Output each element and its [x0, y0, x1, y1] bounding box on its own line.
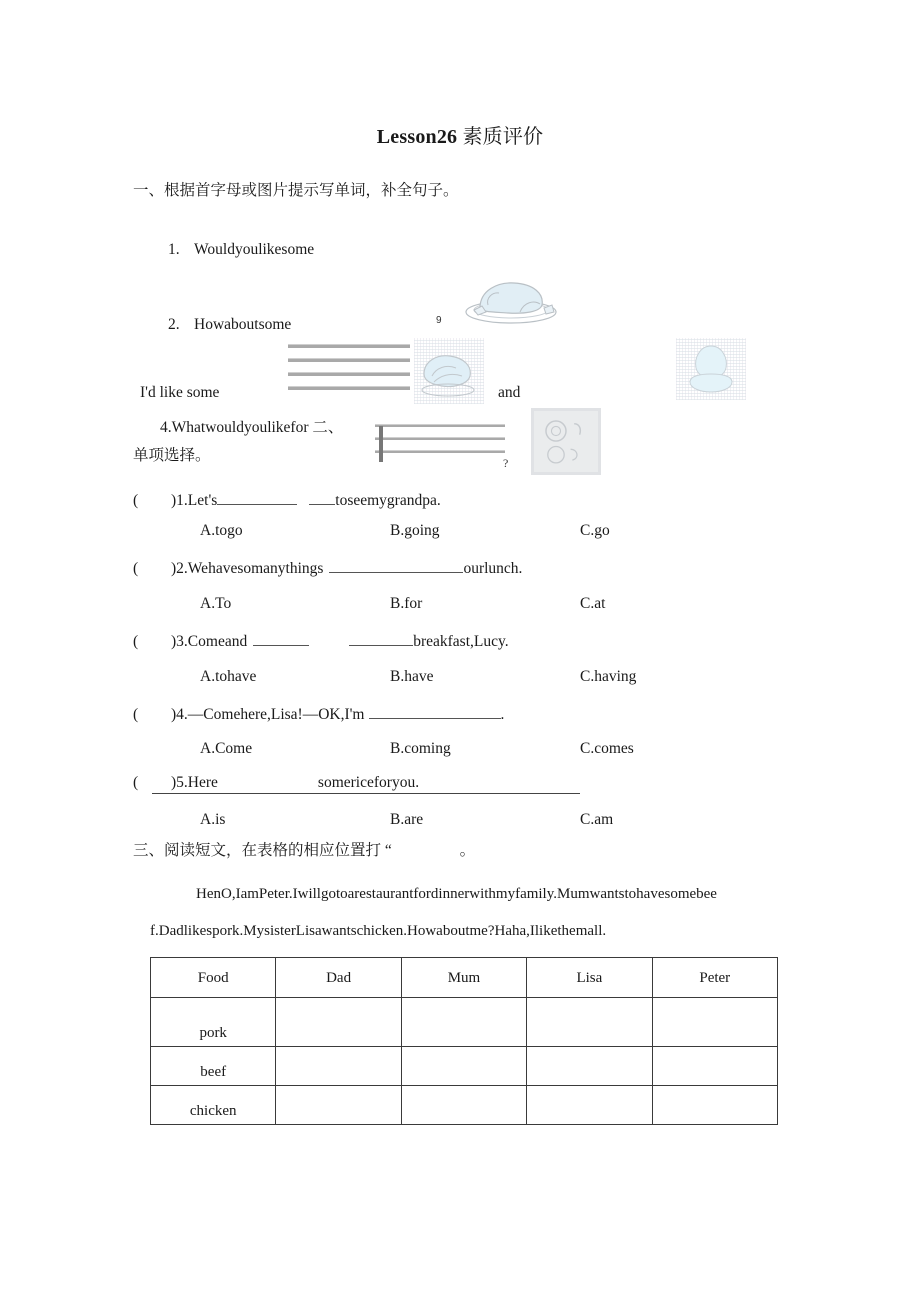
section-three-heading-tail: 。	[459, 842, 476, 859]
mc-q4-close-paren: )	[171, 706, 177, 723]
writing-line	[375, 450, 505, 453]
fill-item-4-number: 4.	[160, 419, 172, 436]
page-title-en: Lesson26	[376, 126, 458, 148]
mc-q5-option-c[interactable]: C.am	[580, 811, 614, 828]
writing-line	[375, 437, 505, 440]
mc-q4-stem-before: —Comehere,Lisa!—OK,I'm	[187, 706, 365, 723]
mc-options-5	[0, 811, 920, 831]
table-cell-pork-peter[interactable]	[652, 998, 777, 1047]
writing-line	[375, 424, 505, 427]
table-cell-food-beef: beef	[151, 1047, 276, 1086]
writing-line-vertical-stroke	[379, 426, 383, 462]
writing-lines-group-b	[375, 424, 505, 463]
mc-options-2	[0, 595, 920, 615]
fill-item-3-tail-text: and	[498, 384, 521, 401]
table-header-mum: Mum	[401, 958, 526, 998]
mc-q4-open-paren: (	[133, 706, 139, 723]
writing-line	[288, 344, 410, 348]
mc-q3-option-b[interactable]: B.have	[390, 668, 434, 685]
table-row	[151, 1047, 778, 1086]
mc-q5-option-b[interactable]: B.are	[390, 811, 424, 828]
table-cell-chicken-dad[interactable]	[276, 1086, 401, 1125]
writing-lines-group-a	[288, 344, 410, 400]
food-preference-table	[150, 957, 778, 1125]
table-cell-chicken-mum[interactable]	[401, 1086, 526, 1125]
fill-item-3-tail	[498, 384, 520, 402]
page-title	[0, 120, 920, 149]
mc-q2-number: 2.	[176, 560, 188, 577]
framed-food-image	[531, 408, 601, 475]
mc-q2-open-paren: (	[133, 560, 139, 577]
mc-question-5	[133, 774, 419, 792]
mc-q1-blank-2[interactable]	[309, 490, 335, 505]
mc-q4-option-c[interactable]: C.comes	[580, 740, 634, 757]
mc-q1-close-paren: )	[171, 492, 177, 509]
mc-q5-option-a[interactable]: A.is	[200, 811, 226, 828]
section-three-heading	[133, 838, 475, 860]
writing-line	[288, 386, 410, 390]
mc-question-4	[133, 704, 504, 724]
section-two-heading	[133, 443, 211, 465]
mc-q1-stem-before: Let's	[187, 492, 218, 509]
fill-item-2	[168, 316, 291, 334]
mc-q2-option-b[interactable]: B.for	[390, 595, 423, 612]
mc-q4-number: 4.	[176, 706, 188, 723]
table-header-food: Food	[151, 958, 276, 998]
writing-line	[288, 372, 410, 376]
mc-question-2	[133, 558, 522, 578]
mc-q1-number: 1.	[176, 492, 188, 509]
table-cell-chicken-lisa[interactable]	[527, 1086, 652, 1125]
mc-q1-blank[interactable]	[217, 490, 297, 505]
table-header-lisa: Lisa	[527, 958, 652, 998]
mc-q5-long-underline[interactable]	[152, 793, 580, 794]
mc-q3-blank[interactable]	[253, 631, 309, 646]
table-cell-beef-peter[interactable]	[652, 1047, 777, 1086]
mc-q5-stem-before: Here	[187, 774, 218, 791]
mc-q1-stem-after: toseemygrandpa.	[335, 492, 441, 509]
mc-q2-stem-after: ourlunch.	[463, 560, 523, 577]
mc-q1-option-c[interactable]: C.go	[580, 522, 610, 539]
fill-item-1-text: Wouldyoulikesome	[194, 241, 315, 258]
mc-q3-option-c[interactable]: C.having	[580, 668, 637, 685]
mc-q2-option-c[interactable]: C.at	[580, 595, 606, 612]
mc-question-1	[133, 490, 441, 510]
mc-q5-stem-after: somericeforyou.	[317, 774, 420, 791]
fill-item-1	[168, 241, 314, 259]
table-cell-beef-dad[interactable]	[276, 1047, 401, 1086]
mc-q5-open-paren: (	[133, 774, 139, 791]
mc-q1-open-paren: (	[133, 492, 139, 509]
page-title-cn: 素质评价	[462, 126, 544, 148]
mc-q3-stem-after: breakfast,Lucy.	[413, 633, 509, 650]
mc-q4-option-b[interactable]: B.coming	[390, 740, 451, 757]
fill-item-3-text: I'd like some	[140, 384, 220, 401]
table-row	[151, 1086, 778, 1125]
passage-line-2: f.Dadlikespork.MysisterLisawantschicken.Howaboutme?Haha,Ilikethemall.	[150, 923, 607, 939]
rice-bowl-image	[676, 338, 746, 400]
roast-chicken-image	[458, 272, 564, 325]
mc-options-4	[0, 740, 920, 760]
meat-dish-image	[414, 338, 484, 404]
mc-q2-stem-before: Wehavesomanythings	[187, 560, 324, 577]
table-cell-pork-mum[interactable]	[401, 998, 526, 1047]
mc-q4-stem-after: .	[500, 706, 505, 723]
table-header-row	[151, 958, 778, 998]
mc-options-1	[0, 522, 920, 542]
fill-item-4	[160, 415, 343, 437]
question-mark-glyph: ?	[503, 456, 509, 470]
mc-options-3	[0, 668, 920, 688]
table-cell-pork-lisa[interactable]	[527, 998, 652, 1047]
writing-line	[288, 358, 410, 362]
mc-q4-blank[interactable]	[369, 704, 501, 719]
table-row	[151, 998, 778, 1047]
mc-q5-number: 5.	[176, 774, 188, 791]
mc-q2-close-paren: )	[171, 560, 177, 577]
mc-q3-close-paren: )	[171, 633, 177, 650]
mc-q2-blank[interactable]	[329, 558, 463, 573]
mc-q3-blank-2[interactable]	[349, 631, 413, 646]
fill-item-1-number: 1.	[168, 241, 180, 258]
mc-question-3	[133, 631, 509, 651]
mc-q3-option-a[interactable]: A.tohave	[200, 668, 257, 685]
mc-q1-option-b[interactable]: B.going	[390, 522, 440, 539]
fill-item-3	[140, 384, 219, 402]
section-three-heading-text: 三、阅读短文，在表格的相应位置打 “	[133, 842, 392, 859]
fill-item-2-text: Howaboutsome	[194, 316, 292, 333]
passage-line-1: HenO,IamPeter.Iwillgotoarestaurantfordinnerwithmyfamily.Mumwantstohavesomebee	[196, 886, 717, 902]
mc-q1-option-a[interactable]: A.togo	[200, 522, 243, 539]
table-header-peter: Peter	[652, 958, 777, 998]
mc-q3-number: 3.	[176, 633, 188, 650]
table-cell-pork-dad[interactable]	[276, 998, 401, 1047]
mc-q5-close-paren: )	[171, 774, 177, 791]
table-cell-food-chicken: chicken	[151, 1086, 276, 1125]
fill-item-4-text: Whatwouldyoulikefor 二、	[171, 419, 344, 436]
table-header-dad: Dad	[276, 958, 401, 998]
table-cell-chicken-peter[interactable]	[652, 1086, 777, 1125]
fill-item-2-number: 2.	[168, 316, 180, 333]
section-one-heading: 一、根据首字母或图片提示写单词，补全句子。	[133, 182, 459, 199]
mc-q2-option-a[interactable]: A.To	[200, 595, 232, 612]
mc-q3-open-paren: (	[133, 633, 139, 650]
table-cell-beef-lisa[interactable]	[527, 1047, 652, 1086]
stray-marker-9: 9	[436, 315, 442, 326]
mc-q4-option-a[interactable]: A.Come	[200, 740, 253, 757]
section-two-heading-text: 单项选择。	[133, 447, 211, 464]
mc-q3-stem-before: Comeand	[187, 633, 248, 650]
table-cell-beef-mum[interactable]	[401, 1047, 526, 1086]
table-cell-food-pork: pork	[151, 998, 276, 1047]
